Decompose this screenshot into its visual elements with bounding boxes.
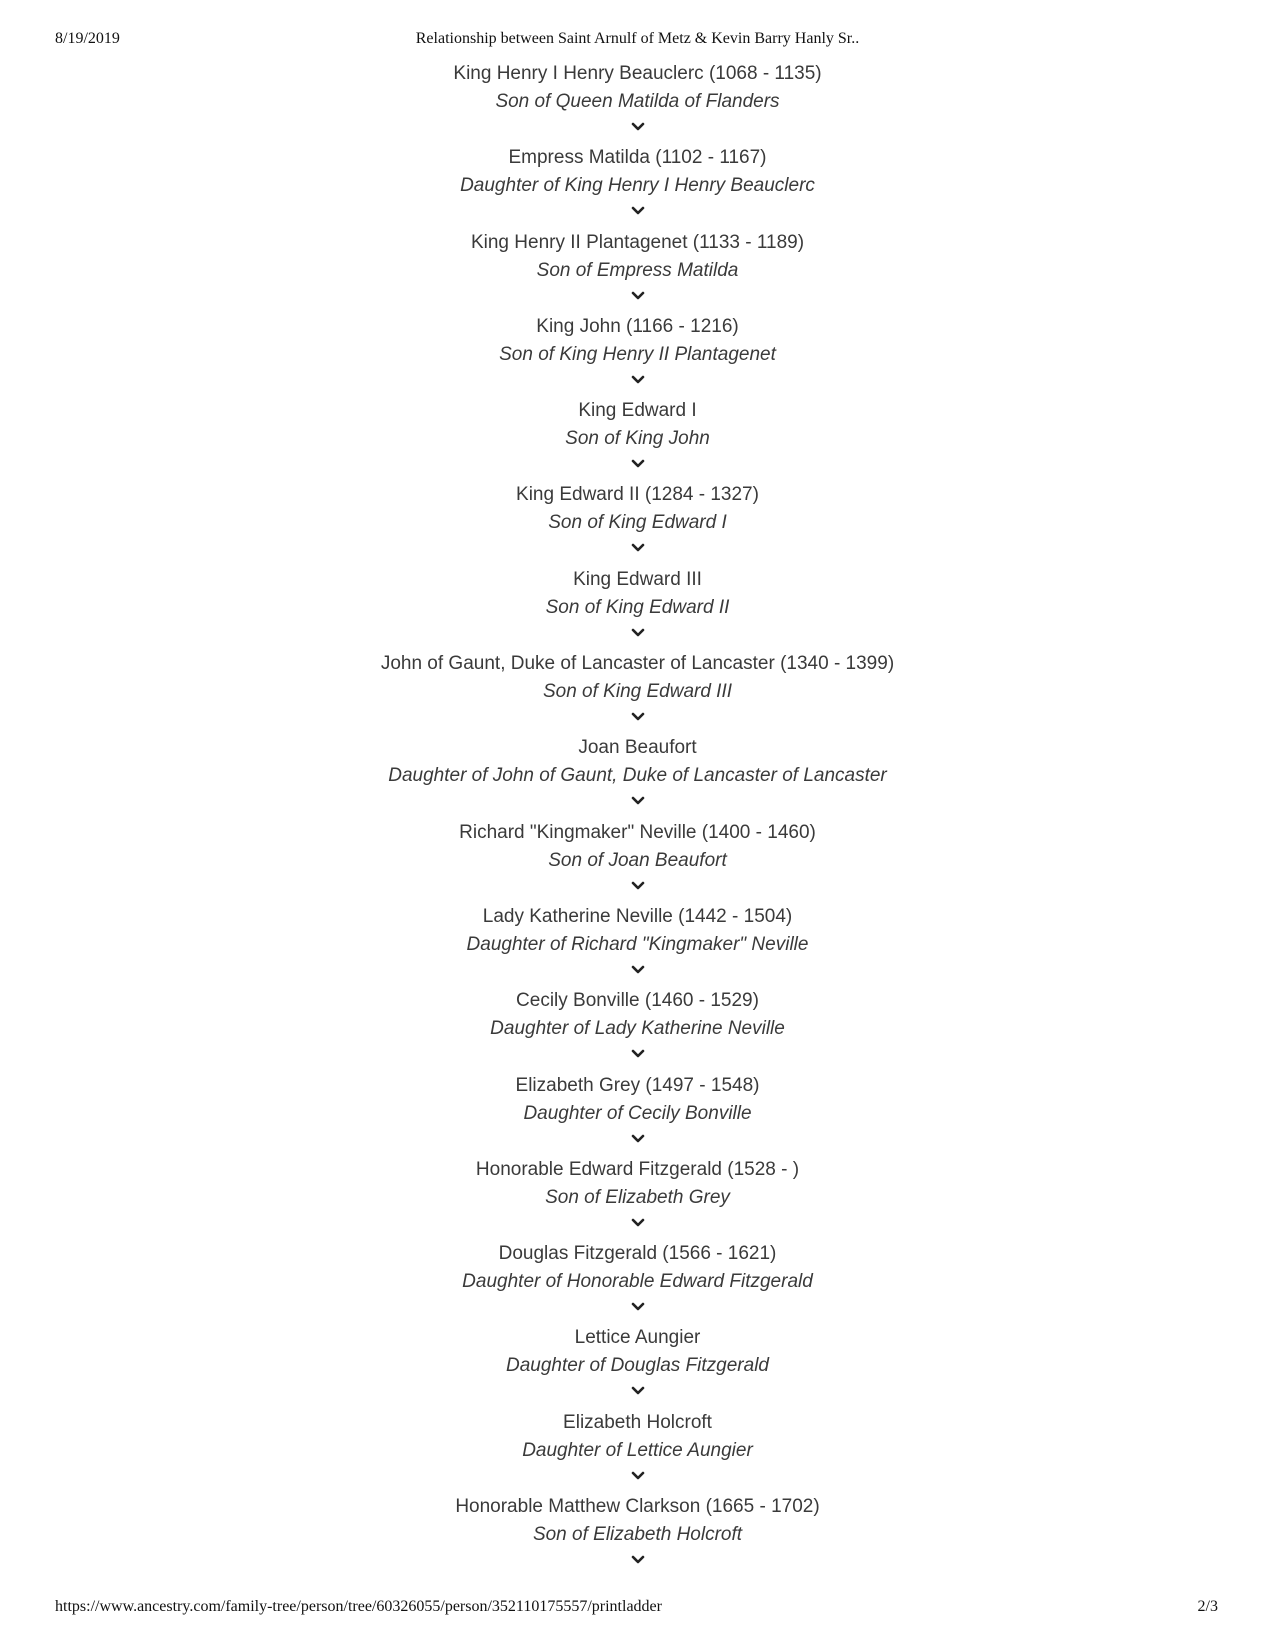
person-name[interactable]: King John (1166 - 1216) [536,315,739,337]
ladder-rung [0,1493,1275,1577]
chevron-down-icon [631,122,645,132]
relation-text: Son of King John [565,428,710,450]
person-name[interactable]: Honorable Edward Fitzgerald (1528 - ) [475,1158,800,1180]
person-name[interactable]: King Henry I Henry Beauclerc (1068 - 1135) [453,63,822,84]
ladder-rung [0,1240,1275,1324]
ladder-rung [0,734,1275,818]
person-name[interactable]: Douglas Fitzgerald (1566 - 1621) [498,1243,777,1265]
page-title: Relationship between Saint Arnulf of Metz & Kevin Barry Hanly Sr.. [415,30,860,47]
ladder-rung [0,566,1275,650]
relation-text: Daughter of Richard "Kingmaker" Neville [466,933,809,955]
person-name[interactable]: King Edward II (1284 - 1327) [516,484,759,506]
person-name[interactable]: Lady Katherine Neville (1442 - 1504) [482,905,793,927]
relation-text: Son of King Edward I [548,512,727,534]
chevron-down-icon [631,965,645,975]
page-number: 2/3 [1197,1598,1218,1615]
chevron-down-icon [631,206,645,216]
person-name[interactable]: Empress Matilda (1102 - 1167) [508,147,767,169]
person-name[interactable]: King Edward I [578,400,697,422]
relation-text: Son of Elizabeth Grey [545,1186,730,1208]
person-name[interactable]: King Henry II Plantagenet (1133 - 1189) [470,231,805,253]
relation-text: Daughter of Lady Katherine Neville [490,1018,785,1040]
chevron-down-icon [631,459,645,469]
relation-text: Son of Queen Matilda of Flanders [495,91,780,112]
chevron-down-icon [631,1555,645,1565]
chevron-down-icon [631,543,645,553]
chevron-down-icon [631,375,645,385]
ladder-rung [0,397,1275,481]
ladder-rung [0,313,1275,397]
person-name[interactable]: King Edward III [573,568,702,590]
relation-text: Daughter of Lettice Aungier [522,1439,753,1461]
ladder-rung [0,987,1275,1071]
relation-text: Daughter of Cecily Bonville [523,1102,752,1124]
relation-text: Daughter of Douglas Fitzgerald [506,1355,769,1377]
person-name[interactable]: Lettice Aungier [574,1327,701,1349]
ladder-rung [0,1072,1275,1156]
ladder-rung [0,903,1275,987]
person-name[interactable]: Elizabeth Grey (1497 - 1548) [515,1074,760,1096]
chevron-down-icon [631,1134,645,1144]
relation-text: Son of King Edward II [545,596,730,618]
relation-text: Daughter of John of Gaunt, Duke of Lancaster of Lancaster [388,765,887,787]
chevron-down-icon [631,1049,645,1059]
relation-text: Daughter of King Henry I Henry Beauclerc [460,175,815,197]
person-name[interactable]: Richard "Kingmaker" Neville (1400 - 1460) [459,821,816,843]
ladder-rung [0,1324,1275,1408]
person-name[interactable]: John of Gaunt, Duke of Lancaster of Lancaster (1340 - 1399) [380,653,895,675]
print-footer [0,1598,1275,1622]
person-name[interactable]: Joan Beaufort [578,737,697,759]
person-name[interactable]: Elizabeth Holcroft [563,1411,712,1433]
ladder-rung [0,481,1275,565]
print-header [0,30,1275,54]
chevron-down-icon [631,1386,645,1396]
relation-text: Son of King Edward III [542,681,733,703]
chevron-down-icon [631,712,645,722]
relation-text: Son of King Henry II Plantagenet [499,343,776,365]
ladder-rung [0,144,1275,228]
chevron-down-icon [631,881,645,891]
relation-text: Son of Empress Matilda [536,259,739,281]
chevron-down-icon [631,796,645,806]
ladder-rung [0,819,1275,903]
relation-text: Son of Joan Beaufort [548,849,727,871]
page-url: https://www.ancestry.com/family-tree/person/tree/60326055/person/352110175557/printladder [55,1598,662,1615]
chevron-down-icon [631,1471,645,1481]
ladder-rung [0,229,1275,313]
chevron-down-icon [631,628,645,638]
chevron-down-icon [631,291,645,301]
relation-text: Son of Elizabeth Holcroft [532,1524,743,1546]
relation-text: Daughter of Honorable Edward Fitzgerald [462,1271,813,1293]
chevron-down-icon [631,1218,645,1228]
relationship-ladder [0,60,1275,1577]
person-name[interactable]: Cecily Bonville (1460 - 1529) [516,990,759,1012]
print-date: 8/19/2019 [55,30,120,47]
chevron-down-icon [631,1302,645,1312]
ladder-rung [0,650,1275,734]
ladder-rung [0,60,1275,144]
person-name[interactable]: Honorable Matthew Clarkson (1665 - 1702) [455,1496,820,1518]
ladder-rung [0,1156,1275,1240]
ladder-rung [0,1409,1275,1493]
